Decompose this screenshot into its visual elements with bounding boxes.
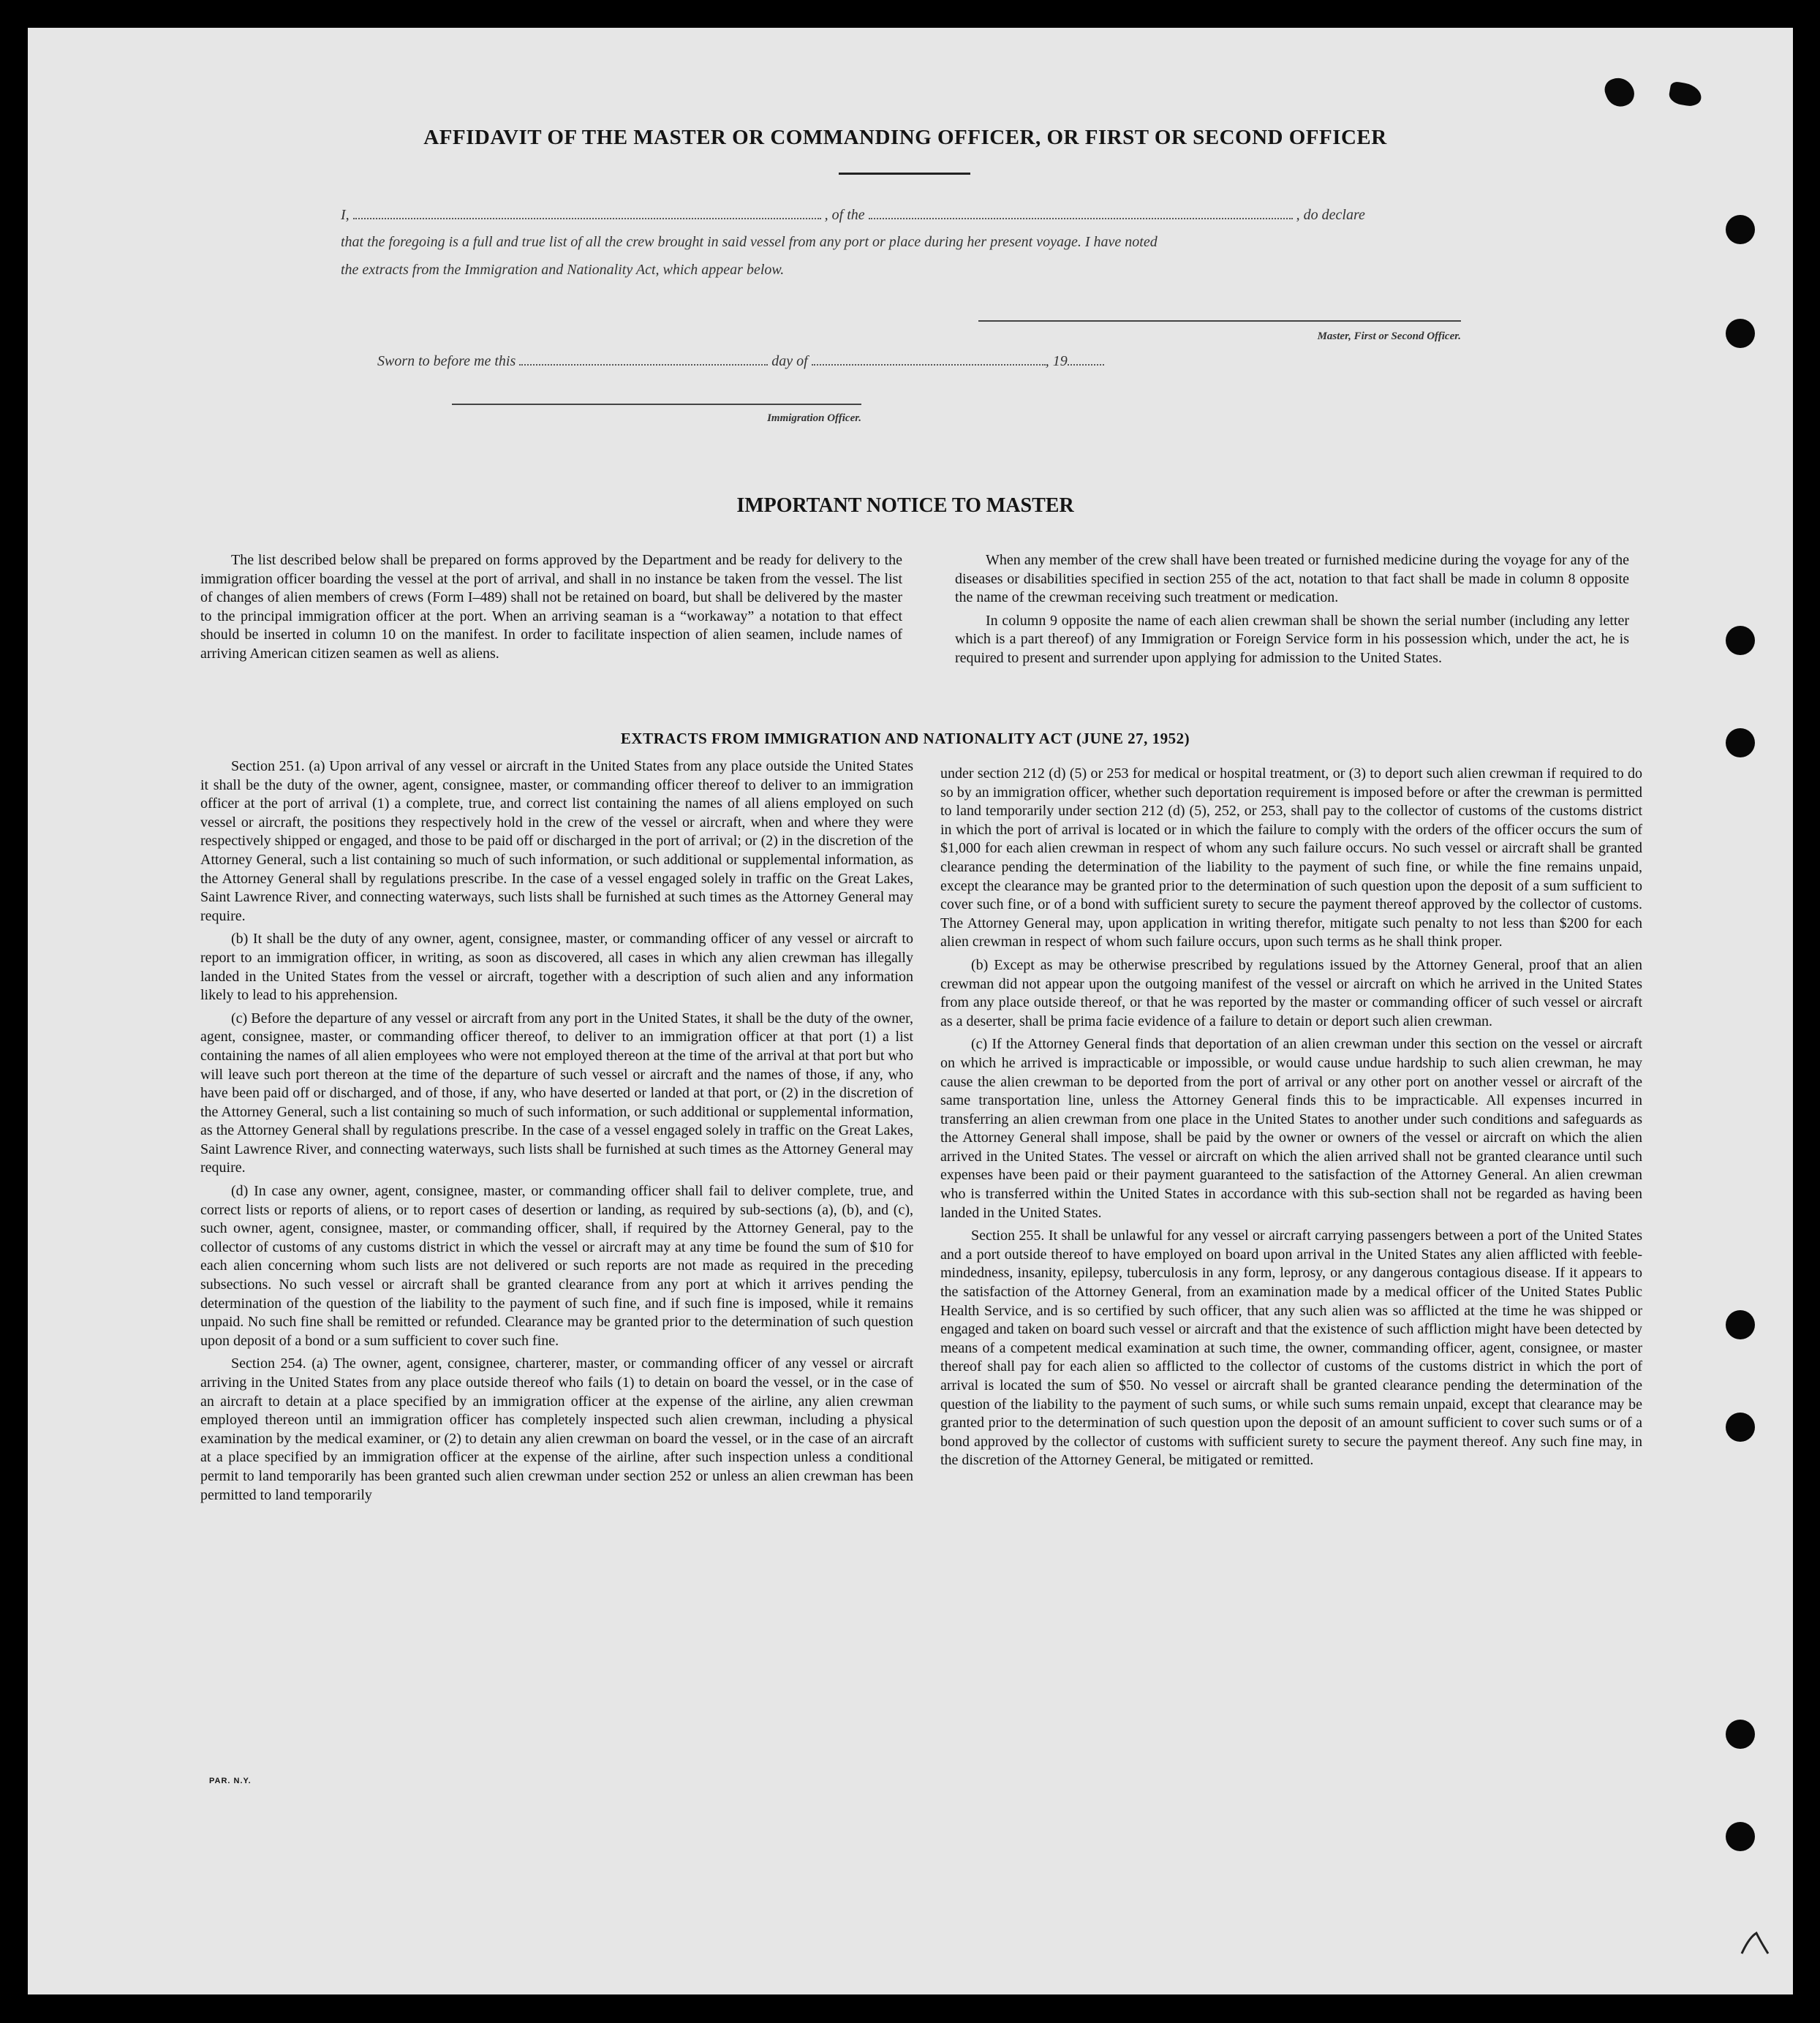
section-255: Section 255. It shall be unlawful for any vessel or aircraft carrying passengers between a port of the United States and a port outside thereof to have employed on board upon arrival in the United States any alien afflicted with feeble-mindedness, insanity, epilepsy, tuberculosis in any form, leprosy, or any dangerous contagious disease. If it appears to the satisfaction of the Attorney General, from an examination made by a medical officer of the United States Public Health Service, and is so certified by such officer, that any such alien was so afflicted at the time he was shipped or engaged and taken on board such vessel or aircraft and that the existence of such affliction might have been detected by means of a competent medical examination at such time, the owner, commanding officer, agent, consignee, or master thereof shall pay for each alien so afflicted to the collector of customs of the customs district in which the port of arrival is located the sum of $50. No vessel or aircraft shall be granted clearance pending the determination of the question of the liability to the payment of such sums, or while such sums remain unpaid, except that clearance may be granted prior to the determination of such question upon the deposit of an amount sufficient to cover such sums or of a bond approved by the collector of customs with sufficient surety to secure the payment thereof. Any such fine may, in the discretion of the Attorney General, be mitigated or remitted. [940, 1228, 1642, 1469]
sworn-line [377, 352, 1218, 370]
section-251-a: Section 251. (a) Upon arrival of any vessel or aircraft in the United States from any place outside the United States it shall be the duty of the owner, agent, consignee, master, or commanding officer thereof to deliver to an immigration officer at the port of arrival (1) a complete, true, and correct list containing the names of all aliens employed on such vessel or aircraft, the positions they respectively hold in the crew of the vessel or aircraft, when and where they were respectively shipped or engaged, and those to be paid off or discharged in the port of arrival; or (2) in the discretion of the Attorney General, such a list containing so much of such information, or such additional or supplemental information, as the Attorney General shall by regulations prescribe. In the case of a vessel engaged solely in traffic on the Great Lakes, Saint Lawrence River, and connecting waterways, such lists shall be furnished at such times as the Attorney General may require. [200, 758, 913, 924]
punch-hole [1726, 728, 1755, 757]
section-251-b: (b) It shall be the duty of any owner, agent, consignee, master, or commanding officer of any vessel or aircraft to report to an immigration officer, in writing, as soon as discovered, all cases in which any alien crewman has illegally landed in the United States from the vessel or aircraft, together with a description of such alien and any information likely to lead to his apprehension. [200, 931, 913, 1004]
section-254-b: (b) Except as may be otherwise prescribed by regulations issued by the Attorney General, proof that an alien crewman did not appear upon the outgoing manifest of the vessel or aircraft on which he arrived in the United States from any place outside thereof, or that he was reported by the master or commanding officer of such vessel or aircraft as a deserter, shall be prima facie evidence of a failure to detain or deport such alien crewman. [940, 956, 1642, 1029]
declarant-label: I, [341, 207, 350, 223]
document-page [28, 28, 1793, 1994]
section-251-c: (c) Before the departure of any vessel or aircraft from any port in the United States, it shall be the duty of the owner, agent, consignee, master, or commanding officer thereof, to deliver to an immigration officer at that port (1) a list containing the names of all alien employees who were not employed thereon at the time of the arrival at that port but who will leave such port thereon at the time of the departure of such vessel or aircraft and the names of those, if any, who have been paid off or discharged, and of those, if any, who have deserted or landed at that port, or (2) in the discretion of the Attorney General, such a list containing so much of such information, or such additional or supplemental information, as the Attorney General shall by regulations prescribe. In the case of a vessel engaged solely in traffic on the Great Lakes, Saint Lawrence River, and connecting waterways, such lists shall be furnished at such times as the Attorney General may require. [200, 1010, 913, 1176]
title-rule [839, 173, 970, 175]
punch-hole [1726, 1413, 1755, 1442]
affidavit-title: AFFIDAVIT OF THE MASTER OR COMMANDING OFFICER, OR FIRST OR SECOND OFFICER [423, 126, 1387, 149]
punch-hole [1726, 626, 1755, 655]
extracts-right-column [940, 765, 1642, 1475]
ink-blot [1601, 74, 1637, 111]
punch-hole [1726, 215, 1755, 244]
section-254-c: (c) If the Attorney General finds that deportation of an alien crewman under this section on the vessel or aircraft on which he arrived is impracticable or impossible, or would cause undue hardship to such alien crewman, he may cause the alien crewman to be deported from the port of arrival or any other port on another vessel or aircraft of the same transportation line, unless the Attorney General finds this to be impracticable. All expenses incurred in transferring an alien crewman from one place in the United States to another under such conditions and safeguards as the Attorney General shall impose, shall be paid by the owner or owners of the vessel or aircraft on which the alien arrived in the United States. The vessel or aircraft on which the alien arrived shall not be granted clearance until such expenses have been paid or their payment guaranteed to the satisfaction of the Attorney General. An alien crewman who is transferred within the United States in accordance with this sub-section shall not be regarded as having been landed in the United States. [940, 1036, 1642, 1221]
declaration-statement-1: that the foregoing is a full and true list of all the crew brought in said vessel from any port or place during her present voyage. I have noted [341, 234, 1158, 250]
day-of-label: day of [771, 353, 808, 369]
extracts-left-column [200, 757, 913, 1509]
pen-mark-icon [1739, 1929, 1775, 1958]
of-the-label: , of the [824, 207, 865, 223]
officer-signature-label: Immigration Officer. [767, 412, 861, 424]
master-signature-line[interactable] [978, 320, 1461, 322]
sworn-month-field[interactable] [812, 352, 1046, 366]
sworn-label: Sworn to before me this [377, 353, 516, 369]
printer-mark: PAR. N.Y. [209, 1777, 252, 1785]
notice-left-column [200, 551, 902, 668]
ink-blot [1668, 80, 1704, 107]
notice-right-column [955, 551, 1629, 673]
sworn-year-field[interactable] [1068, 352, 1104, 366]
extracts-title: EXTRACTS FROM IMMIGRATION AND NATIONALITY ACT (JUNE 27, 1952) [620, 730, 1190, 747]
notice-title: IMPORTANT NOTICE TO MASTER [736, 494, 1074, 517]
officer-signature-line[interactable] [452, 404, 861, 405]
section-251-d: (d) In case any owner, agent, consignee, master, or commanding officer shall fail to deliver complete, true, and correct lists or reports of aliens, or to report cases of desertion or landing, as required by sub-sections (a), (b), and (c), such owner, agent, consignee, master, or commanding officer, shall, if required by the Attorney General, pay to the collector of customs of any customs district in which the vessel or aircraft may at any time be found the sum of $10 for each alien concerning whom such lists are not delivered or such reports are not made as required in the preceding subsections. No such vessel or aircraft shall be granted clearance from any port at which it arrives pending the determination of the question of the liability to the payment of such fine, and if such fine is imposed, while it remains unpaid. No such fine shall be remitted or refunded. Clearance may be granted prior to the determination of such question upon deposit of a bond or a sum sufficient to cover such fine. [200, 1183, 913, 1349]
declaration-statement-2: the extracts from the Immigration and Nationality Act, which appear below. [341, 262, 785, 278]
vessel-name-field[interactable] [869, 206, 1293, 219]
notice-paragraph: When any member of the crew shall have been treated or furnished medicine during the voyage for any of the diseases or disabilities specified in section 255 of the act, notation to that fact shall be made in column 8 opposite the name of the crewman receiving such treatment or medication. [955, 552, 1629, 606]
punch-hole [1726, 1822, 1755, 1851]
year-label: , 19 [1045, 353, 1068, 369]
declaration-line [341, 206, 1489, 224]
punch-hole [1726, 1310, 1755, 1339]
punch-hole [1726, 1720, 1755, 1749]
section-254-a-continued: under section 212 (d) (5) or 253 for medical or hospital treatment, or (3) to deport such alien crewman if required to do so by an immigration officer, whether such deportation requirement is imposed before or after the crewman is permitted to land temporarily under section 212 (d) (5), 252, or 253, shall pay to the collector of customs of the customs district in which the port of arrival is located or in which the failure to comply with the orders of the officer occurs the sum of $1,000 for each alien crewman in respect of whom any such failure occurs. No such vessel or aircraft shall be granted clearance pending the determination of the liability to the payment of such fine, or while the fine remains unpaid, except the clearance may be granted prior to the determination of such question upon the deposit of a sum sufficient to cover such fine, or of a bond with sufficient surety to secure the payment thereof approved by the collector of customs. The Attorney General may, upon application in writing therefor, mitigate such penalty to not less than $200 for each alien crewman in respect of whom such failure occurs, upon such terms as he shall think proper. [940, 765, 1642, 950]
do-declare-label: , do declare [1296, 207, 1365, 223]
master-signature-label: Master, First or Second Officer. [1317, 330, 1461, 342]
notice-paragraph: The list described below shall be prepared on forms approved by the Department and be ready for delivery to the immigration officer boarding the vessel at the port of arrival, and shall in no instance be taken from the vessel. The list of changes of alien members of crews (Form I–489) shall not be retained on board, but shall be delivered by the master to the principal immigration officer at the port. When an arriving seaman is a “workaway” a notation to that effect should be inserted in column 10 on the manifest. In order to facilitate inspection of alien seamen, include names of arriving American citizen seamen as well as aliens. [200, 552, 902, 662]
punch-hole [1726, 319, 1755, 348]
notice-paragraph: In column 9 opposite the name of each alien crewman shall be shown the serial number (including any letter which is a part thereof) of any Immigration or Foreign Service form in his possession which, under the act, he is required to present and surrender upon applying for admission to the United States. [955, 612, 1629, 666]
declarant-name-field[interactable] [353, 206, 821, 219]
section-254-a: Section 254. (a) The owner, agent, consignee, charterer, master, or commanding officer of any vessel or aircraft arriving in the United States from any place outside thereof who fails (1) to detain on board the vessel, or in the case of an aircraft to detain at a place specified by an immigration officer at the expense of the airline, any alien crewman employed thereon until an immigration officer has completely inspected such alien crewman, including a physical examination by the medical examiner, or (2) to detain any alien crewman on board the vessel, or in the case of an aircraft at a place specified by an immigration officer at the expense of the airline, after such inspection unless a conditional permit to land temporarily has been granted such alien crewman under section 252 or unless an alien crewman has been permitted to land temporarily [200, 1355, 913, 1503]
sworn-day-field[interactable] [519, 352, 768, 366]
